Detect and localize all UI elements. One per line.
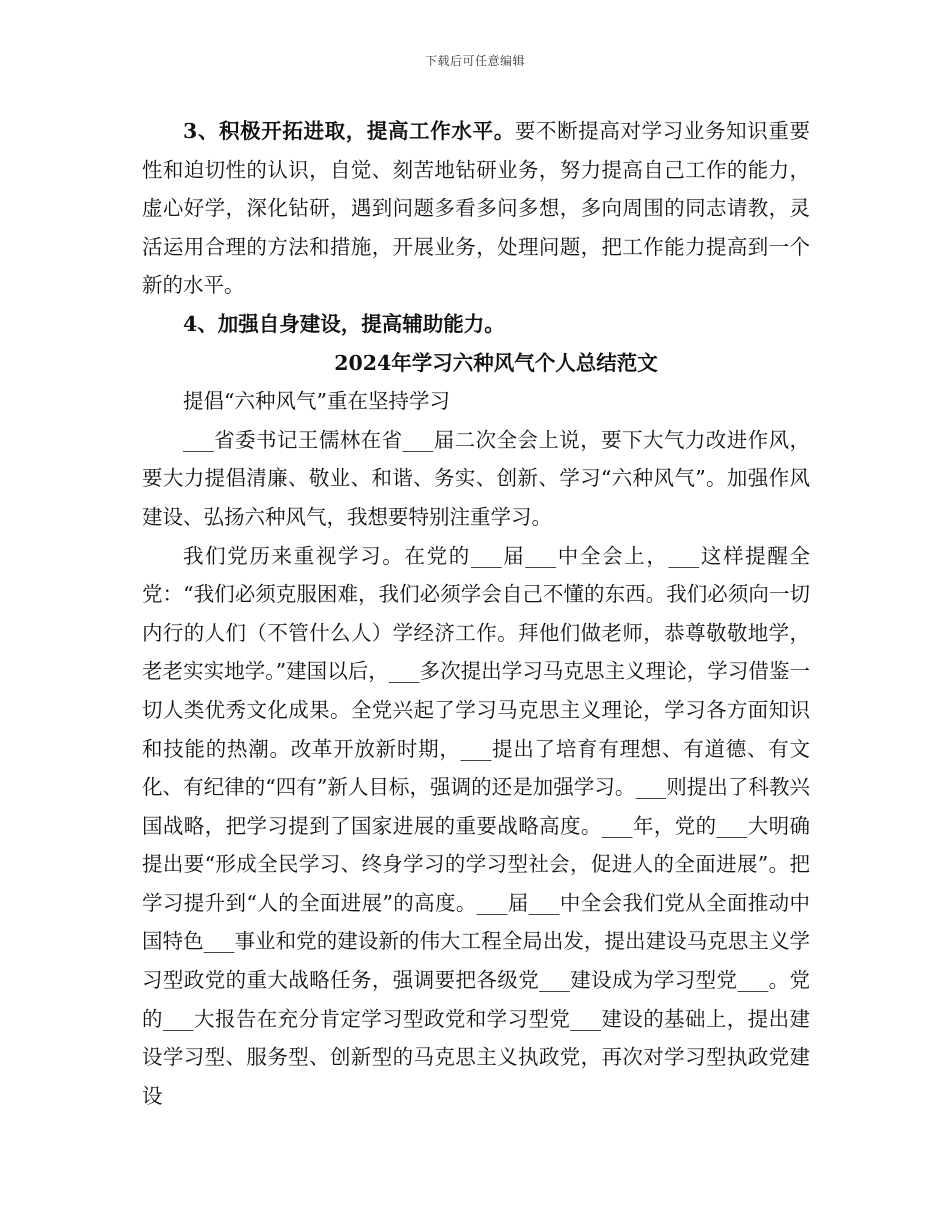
page-header-note: 下载后可任意编辑	[424, 54, 525, 68]
paragraph-intro: ___省委书记王儒林在省___届二次全会上说，要下大气力改进作风，要大力提倡清廉、敬业、和谐、务实、创新、学习“六种风气”。加强作风建设、弘扬六种风气，我想要特别注重学习。	[142, 427, 810, 529]
item-4-heading: 4、加强自身建设，提高辅助能力。	[183, 311, 505, 336]
document-body	[142, 112, 810, 1115]
paragraph-history: 我们党历来重视学习。在党的___届___中全会上，___这样提醒全党：“我们必须克服困难，我们必须学会自己不懂的东西。我们必须向一切内行的人们（不管什么人）学经济工作。拜他们做老师，恭尊敬敬地学，老老实实地学。”建国以后，___多次提出学习马克思主义理论，学习借鉴一切人类优秀文化成果。全党兴起了学习马克思主义理论，学习各方面知识和技能的热潮。改革开放新时期，___提出了培育有理想、有道德、有文化、有纪律的“四有”新人目标，强调的还是加强学习。___则提出了科教兴国战略，把学习提到了国家进展的重要战略高度。___年，党的___大明确提出要“形成全民学习、终身学习的学习型社会，促进人的全面进展”。把学习提升到“人的全面进展”的高度。___届___中全会我们党从全面推动中国特色___事业和党的建设新的伟大工程全局出发，提出建设马克思主义学习型政党的重大战略任务，强调要把各级党___建设成为学习型党___。党的___大报告在充分肯定学习型政党和学习型党___建设的基础上，提出建设学习型、服务型、创新型的马克思主义执政党，再次对学习型执政党建设	[142, 543, 810, 1108]
item-3-heading: 3、积极开拓进取，提高工作水平。	[183, 119, 515, 143]
item-3-body: 要不断提高对学习业务知识重要性和迫切性的认识，自觉、刻苦地钻研业务，努力提高自己工作的能力，虚心好学，深化钻研，遇到问题多看多问多想，多向周围的同志请教，灵活运用合理的方法和措施，开展业务，处理问题，把工作能力提高到一个新的水平。	[142, 119, 811, 298]
document-subtitle: 提倡“六种风气”重在坚持学习	[183, 389, 450, 414]
paragraph-item-3	[142, 112, 810, 305]
document-title: 2024年学习六种风气个人总结范文	[334, 350, 658, 375]
